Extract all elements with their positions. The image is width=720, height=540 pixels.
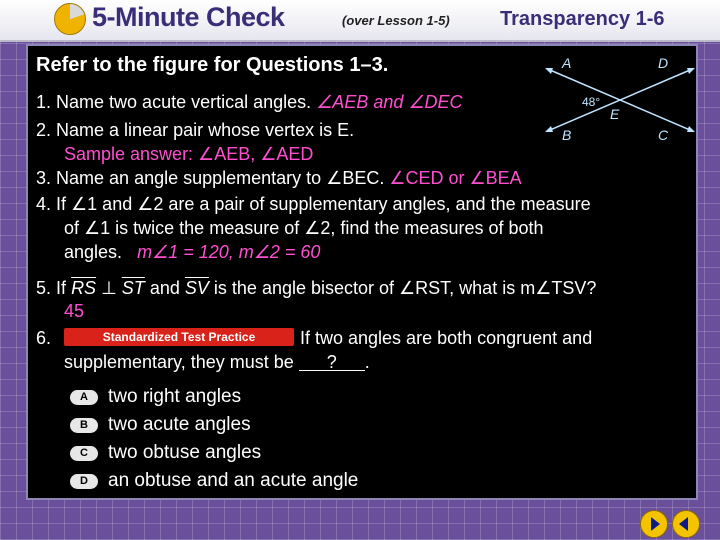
option-a-badge[interactable]: A [70, 390, 98, 405]
question-2: 2. Name a linear pair whose vertex is E. [36, 120, 355, 140]
option-d-text[interactable]: an obtuse and an acute angle [108, 470, 359, 491]
intersecting-lines-figure [540, 52, 700, 147]
label-e: E [610, 106, 620, 122]
forward-button[interactable] [640, 510, 668, 538]
content-board [26, 44, 698, 500]
question-6-line2: supplementary, they must be ? . [64, 352, 370, 372]
question-3: 3. Name an angle supplementary to ∠BEC. ∠CED or ∠BEA [36, 168, 522, 188]
question-4: 4. If ∠1 and ∠2 are a pair of supplementary angles, and the measure [36, 194, 591, 214]
header-subtitle: (over Lesson 1-5) [342, 13, 450, 28]
answer-3: ∠CED or ∠BEA [389, 168, 522, 188]
answer-2: Sample answer: ∠AEB, ∠AED [64, 144, 314, 164]
label-a: A [562, 55, 572, 71]
option-b-badge[interactable]: B [70, 418, 98, 433]
question-5: 5. If $\overline{RS}$ ⊥ $\overline{ST}$ and $\overline{SV}$ is the angle bisector of ∠RST, what is m∠TSV? [36, 278, 597, 298]
answer-1: ∠AEB and ∠DEC [316, 92, 463, 112]
option-a-text[interactable]: two right angles [108, 386, 242, 407]
intro-text: Refer to the figure for Questions 1–3. [36, 54, 389, 76]
option-b-text[interactable]: two acute angles [108, 414, 251, 435]
question-4-line2: of ∠1 is twice the measure of ∠2, find the measures of both [64, 218, 544, 238]
clock-icon [54, 3, 86, 35]
label-b: B [562, 127, 572, 143]
question-4-line3: angles. m∠1 = 120, m∠2 = 60 [64, 242, 321, 262]
option-c-badge[interactable]: C [70, 446, 98, 461]
header-bar [0, 0, 720, 42]
back-button[interactable] [672, 510, 700, 538]
option-c-text[interactable]: two obtuse angles [108, 442, 262, 463]
transparency-label: Transparency 1-6 [500, 8, 665, 30]
header-title: 5-Minute Check [92, 2, 285, 32]
angle-label: 48° [582, 95, 601, 109]
option-d-badge[interactable]: D [70, 474, 98, 489]
ray-sv: $\overline{SV}$ [184, 278, 209, 298]
label-d: D [658, 55, 669, 71]
play-forward-icon [651, 517, 660, 531]
play-back-icon [679, 517, 688, 531]
answer-5: 45 [64, 301, 85, 321]
answer-4: m∠1 = 120, m∠2 = 60 [137, 242, 321, 262]
label-c: C [658, 127, 669, 143]
question-6-number: 6. [36, 328, 52, 348]
standardized-test-badge: Standardized Test Practice [64, 328, 294, 346]
question-6-line1: If two angles are both congruent and [300, 328, 593, 348]
answer-blank: ? [299, 354, 365, 371]
question-1: 1. Name two acute vertical angles. ∠AEB and ∠DEC [36, 92, 463, 112]
